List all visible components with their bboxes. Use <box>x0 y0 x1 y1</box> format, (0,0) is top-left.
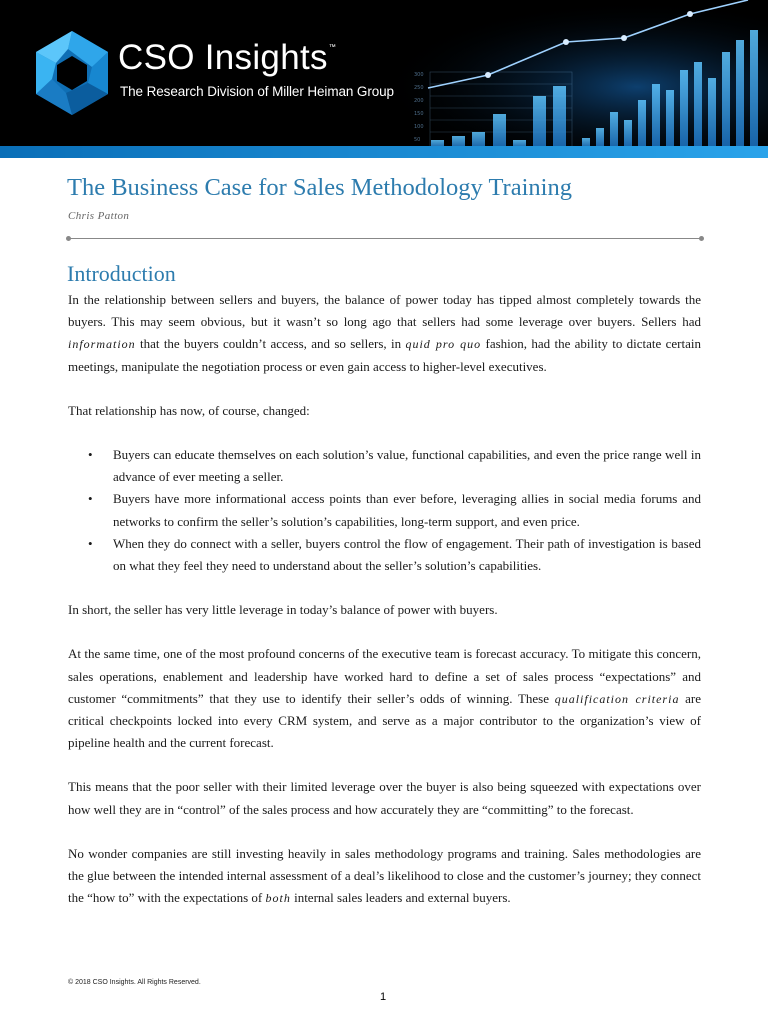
emphasis-qualification-criteria: qualification criteria <box>554 691 680 706</box>
emphasis-quid-pro-quo: quid pro quo <box>405 337 482 352</box>
brand-subtitle: The Research Division of Miller Heiman Group <box>120 84 394 99</box>
list-item: • Buyers have more informational access points than ever before, leveraging allies in social media forums and networks to confirm the seller’s solution’s capabilities, long-term support, and even price. <box>68 488 701 532</box>
svg-text:200: 200 <box>414 98 424 104</box>
bullet-list <box>68 444 701 577</box>
page-number: 1 <box>380 991 387 1003</box>
paragraph-3: In short, the seller has very little leverage in today’s balance of power with buyers. <box>68 602 498 618</box>
paragraph-5: This means that the poor seller with their limited leverage over the buyer is also being squeezed with expectations over how well they are in “control” of the sales process and how accurately they are “committing” to the forecast. <box>68 779 701 817</box>
banner-graphic <box>0 0 768 158</box>
paragraph-6: No wonder companies are still investing heavily in sales methodology programs and training. Sales methodologies are the glue between the intended internal assessment of a deal’s likelihood to close and the customer’s journey; they connect the “how to” with the expectations of both internal sales leaders and external buyers. <box>68 845 701 906</box>
copyright-footer: © 2018 CSO Insights. All Rights Reserved. <box>68 979 201 986</box>
svg-text:150: 150 <box>414 111 424 117</box>
section-heading: Introduction <box>67 261 176 286</box>
emphasis-information: information <box>68 337 136 352</box>
list-item: • When they do connect with a seller, buyers control the flow of engagement. Their path of investigation is based on what they feel they need to understand about the seller’s solution’s capabilities. <box>68 533 701 577</box>
document-body <box>68 289 701 931</box>
trademark-symbol: ™ <box>328 44 337 51</box>
brand-name: CSO Insights™ <box>118 38 337 77</box>
svg-text:250: 250 <box>414 85 424 91</box>
svg-text:50: 50 <box>414 137 421 143</box>
svg-text:300: 300 <box>414 72 424 78</box>
author-name: Chris Patton <box>68 210 130 222</box>
paragraph-2: That relationship has now, of course, changed: <box>68 402 310 418</box>
title-divider <box>68 238 702 239</box>
svg-text:100: 100 <box>414 124 424 130</box>
document-title: The Business Case for Sales Methodology Training <box>67 174 572 201</box>
list-item: • Buyers can educate themselves on each solution’s value, functional capabilities, and even the price range well in advance of ever meeting a seller. <box>68 444 701 488</box>
paragraph-4: At the same time, one of the most profound concerns of the executive team is forecast accuracy. To mitigate this concern, sales operations, enablement and leadership have worked hard to define a set of sales process “expectations” and customer “commitments” that they use to identify their seller’s odds of winning. These qualification criteria are critical checkpoints locked into every CRM system, and serve as a major contributor to the organization’s view of pipeline health and the current forecast. <box>68 646 701 751</box>
emphasis-both: both <box>265 891 291 906</box>
banner-stripe <box>0 146 768 158</box>
header-banner <box>0 0 768 158</box>
paragraph-1: In the relationship between sellers and buyers, the balance of power today has tipped almost completely towards the buyers. This may seem obvious, but it wasn’t so long ago that sellers had some leverage over buyers. Sellers had information that the buyers couldn’t access, and so sellers, in quid pro quo fashion, had the ability to dictate certain meetings, manipulate the negotiation process or even gain access to higher-level executives. <box>68 292 701 374</box>
